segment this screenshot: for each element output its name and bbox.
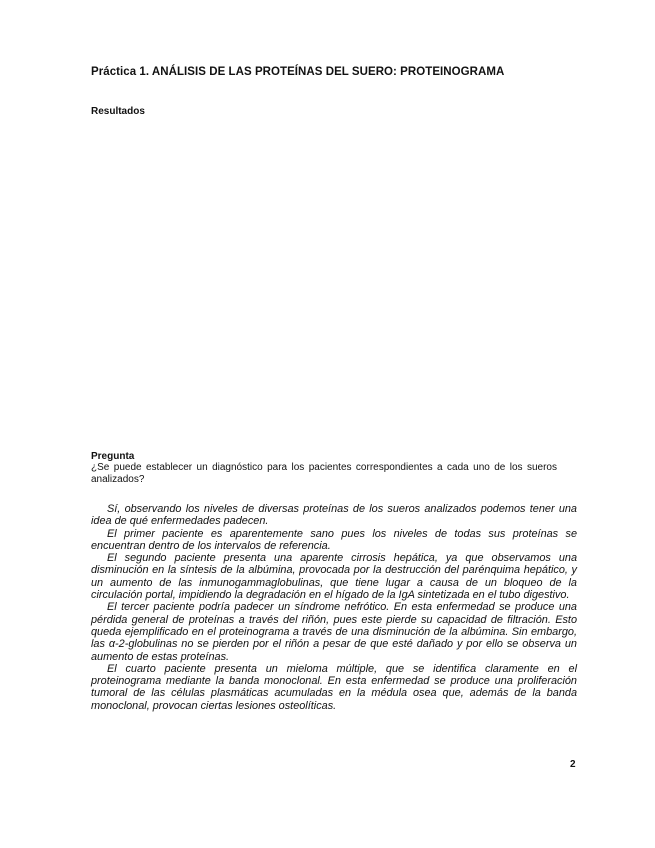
question-heading: Pregunta xyxy=(91,451,135,462)
question-text: ¿Se puede establecer un diagnóstico para los pacientes correspondientes a cada uno de los sueros analizados? xyxy=(91,462,557,486)
answer-paragraph: El tercer paciente podría padecer un síndrome nefrótico. En esta enfermedad se produce una pérdida general de proteínas a través del riñón, pues este pierde su capacidad de filtración. Esto queda ejemplificado en el proteinograma a través de una disminución de la albúmina. Sin embargo, las α-2-globulinas no se pierden por el riñón a pesar de que esté dañado y por ello se observa un aumento de estas proteínas. xyxy=(91,601,577,663)
answer-body xyxy=(91,503,577,712)
answer-paragraph: El cuarto paciente presenta un mieloma múltiple, que se identifica claramente en el proteinograma mediante la banda monoclonal. En esta enfermedad se produce una proliferación tumoral de las células plasmáticas acumuladas en la médula osea que, además de la banda monoclonal, provocan ciertas lesiones osteolíticas. xyxy=(91,662,577,712)
page-number: 2 xyxy=(570,759,576,770)
answer-paragraph: El primer paciente es aparentemente sano pues los niveles de todas sus proteínas se encuentran dentro de los intervalos de referencia. xyxy=(91,527,577,552)
results-heading: Resultados xyxy=(91,106,145,117)
answer-paragraph: Sí, observando los niveles de diversas proteínas de los sueros analizados podemos tener una idea de qué enfermedades padecen. xyxy=(91,503,577,528)
answer-paragraph: El segundo paciente presenta una aparente cirrosis hepática, ya que observamos una disminución en la síntesis de la albúmina, provocada por la destrucción del parénquima hepático, y un aumento de las inmunogammaglobulinas, que tiene lugar a causa de un bloqueo de la circulación portal, impidiendo la degradación en el hígado de la IgA sintetizada en el tubo digestivo. xyxy=(91,552,577,602)
document-title: Práctica 1. ANÁLISIS DE LAS PROTEÍNAS DEL SUERO: PROTEINOGRAMA xyxy=(91,66,505,78)
